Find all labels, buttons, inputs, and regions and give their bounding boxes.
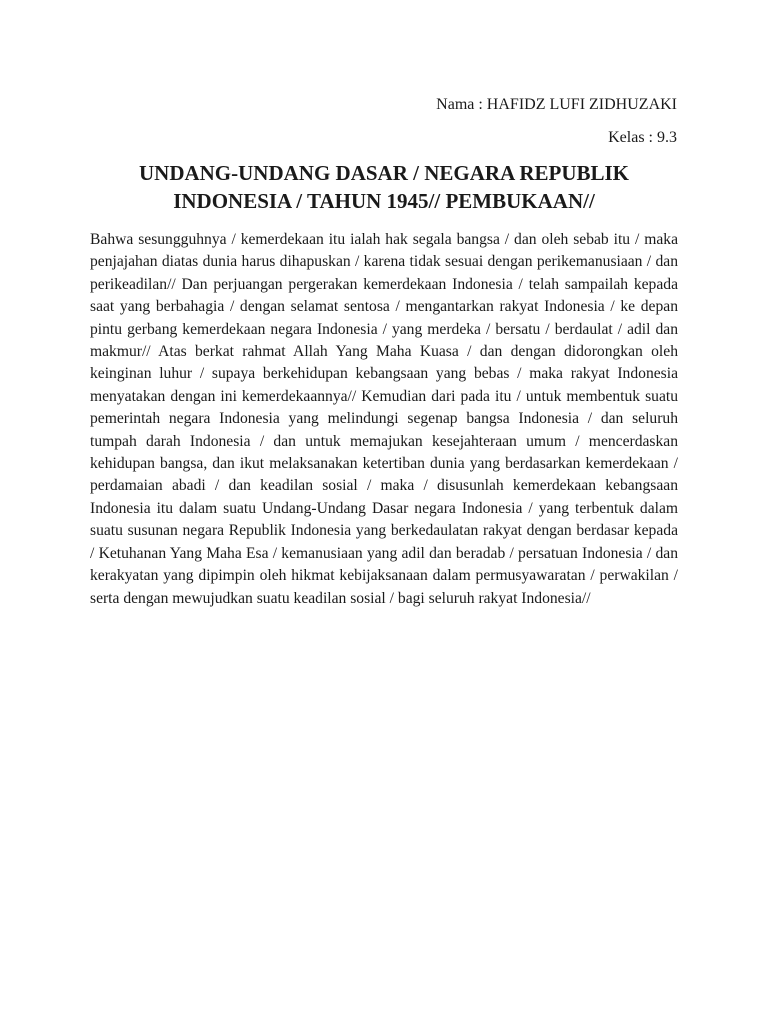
document-title <box>90 159 678 215</box>
student-name: Nama : HAFIDZ LUFI ZIDHUZAKI <box>436 96 677 113</box>
title-line-2: INDONESIA / TAHUN 1945// PEMBUKAAN// <box>173 189 595 213</box>
title-line-1: UNDANG-UNDANG DASAR / NEGARA REPUBLIK <box>138 161 630 185</box>
student-class: Kelas : 9.3 <box>608 129 677 146</box>
preamble-paragraph: Bahwa sesungguhnya / kemerdekaan itu ialah hak segala bangsa / dan oleh sebab itu / maka penjajahan diatas dunia harus dihapuskan / karena tidak sesuai dengan perikemanusiaan / dan perikeadilan// Dan perjuangan pergerakan kemerdekaan Indonesia / telah sampailah kepada saat yang berbahagia / dengan selamat sentosa / mengantarkan rakyat Indonesia / ke depan pintu gerbang kemerdekaan negara Indonesia / yang merdeka / bersatu / berdaulat / adil dan makmur// Atas berkat rahmat Allah Yang Maha Kuasa / dan dengan didorongkan oleh keinginan luhur / supaya berkehidupan kebangsaan yang bebas / maka rakyat Indonesia menyatakan dengan ini kemerdekaannya// Kemudian dari pada itu / untuk membentuk suatu pemerintah negara Indonesia yang melindungi segenap bangsa Indonesia / dan seluruh tumpah darah Indonesia / dan untuk memajukan kesejahteraan umum / mencerdaskan kehidupan bangsa, dan ikut melaksanakan ketertiban dunia yang berdasarkan kemerdekaan / perdamaian abadi / dan keadilan sosial / maka / disusunlah kemerdekaan kebangsaan Indonesia itu dalam suatu Undang-Undang Dasar negara Indonesia / yang terbentuk dalam suatu susunan negara Republik Indonesia yang berkedaulatan rakyat dengan berdasar kepada / Ketuhanan Yang Maha Esa / kemanusiaan yang adil dan beradab / persatuan Indonesia / dan kerakyatan yang dipimpin oleh hikmat kebijaksanaan dalam permusyawaratan / perwakilan / serta dengan mewujudkan suatu keadilan sosial / bagi seluruh rakyat Indonesia// <box>90 231 678 607</box>
